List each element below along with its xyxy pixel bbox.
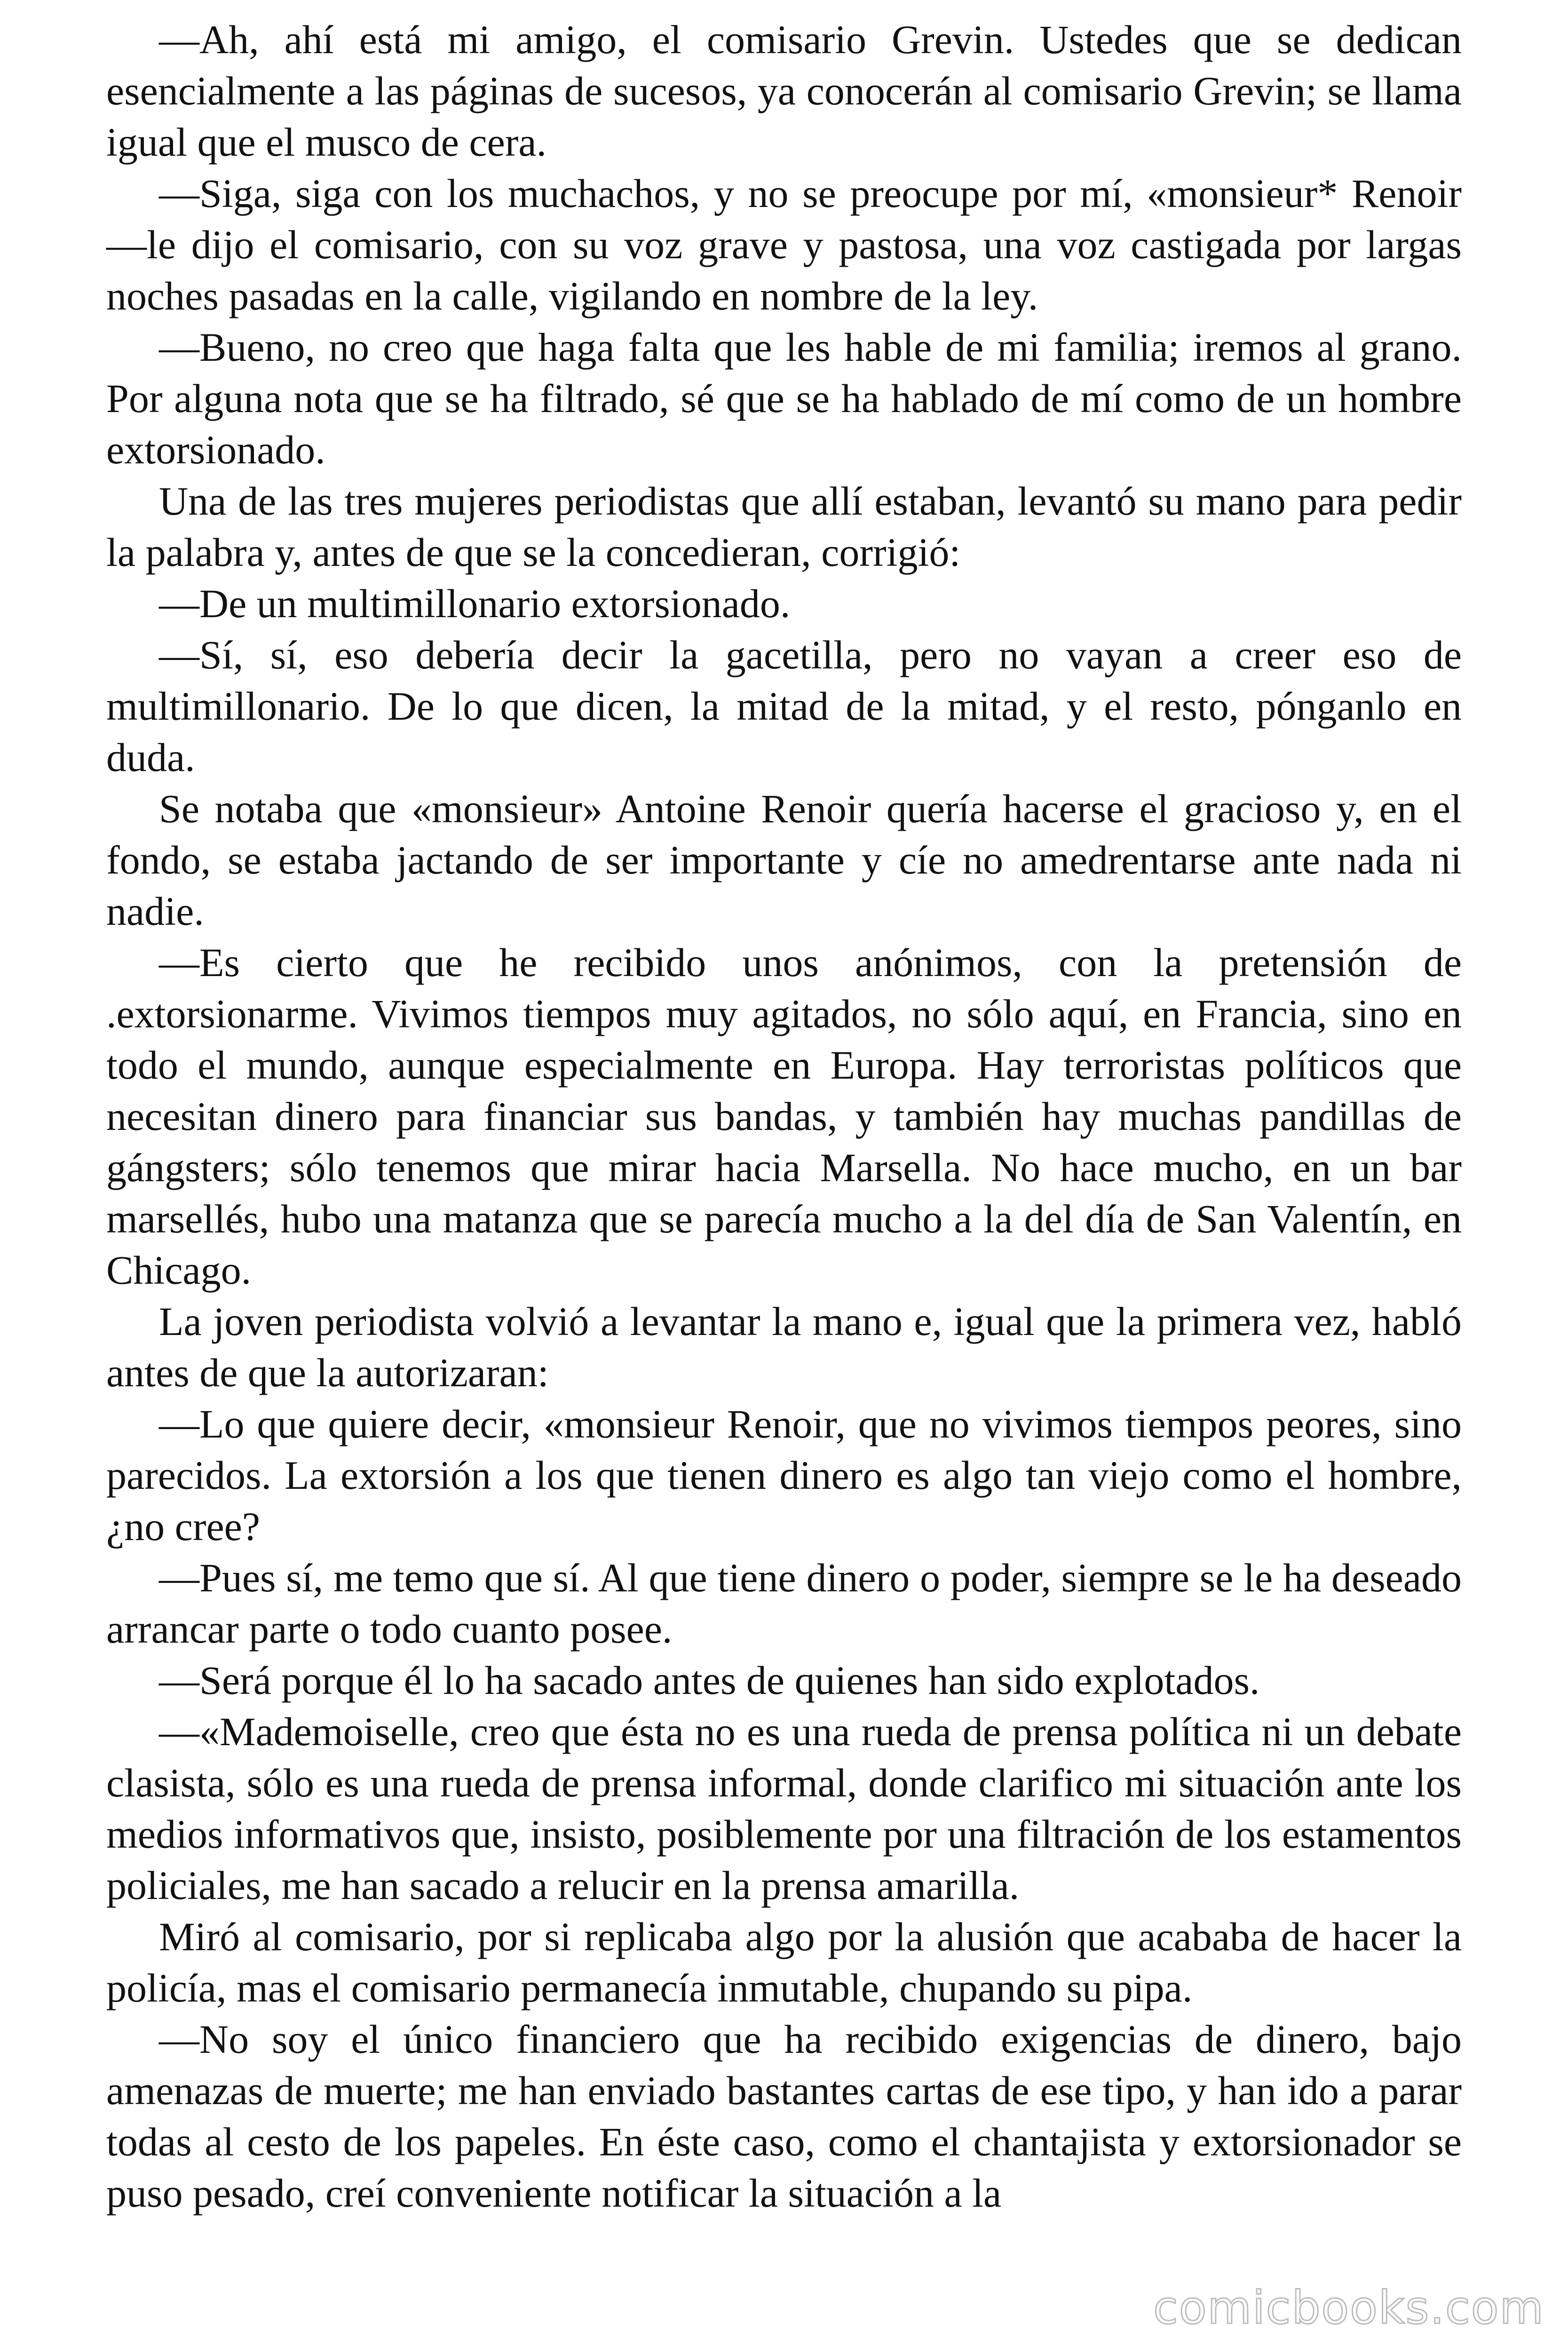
paragraph: —De un multimillonario extorsionado. <box>159 581 791 626</box>
body-text <box>106 14 1462 2219</box>
paragraph: —Bueno, no creo que haga falta que les hable de mi familia; iremos al grano. Por alguna nota que se ha filtrado, sé que se ha hablado de mí como de un hombre extorsionado. <box>106 325 1462 472</box>
paragraph: Una de las tres mujeres periodistas que allí estaban, levantó su mano para pedir la palabra y, antes de que se la concedieran, corrigió: <box>106 478 1462 575</box>
paragraph: —No soy el único financiero que ha recibido exigencias de dinero, bajo amenazas de muerte; me han enviado bastantes cartas de ese tipo, y han ido a parar todas al cesto de los papeles. En éste caso, como el chantajista y extorsionador se puso pesado, creí conveniente notificar la situación a la <box>106 2017 1462 2216</box>
watermark: comicbooks.com <box>1153 2281 1544 2334</box>
paragraph: La joven periodista volvió a levantar la mano e, igual que la primera vez, habló antes de que la autorizaran: <box>106 1299 1462 1395</box>
paragraph: —Siga, siga con los muchachos, y no se preocupe por mí, «monsieur* Renoir —le dijo el comisario, con su voz grave y pastosa, una voz castigada por largas noches pasadas en la calle, vigilando en nombre de la ley. <box>106 171 1462 318</box>
paragraph: Se notaba que «monsieur» Antoine Renoir quería hacerse el gracioso y, en el fondo, se estaba jactando de ser importante y cíe no amedrentarse ante nada ni nadie. <box>106 786 1462 934</box>
paragraph: —Será porque él lo ha sacado antes de quienes han sido explotados. <box>159 1658 1260 1703</box>
paragraph: —Sí, sí, eso debería decir la gacetilla, pero no vayan a creer eso de multimillonario. De lo que dicen, la mitad de la mitad, y el resto, pónganlo en duda. <box>106 632 1462 780</box>
paragraph: —Es cierto que he recibido unos anónimos, con la pretensión de .extorsionarme. Vivimos tiempos muy agitados, no sólo aquí, en Francia, sino en todo el mundo, aunque especialmente en Europa. Hay terroristas políticos que necesitan dinero para financiar sus bandas, y también hay muchas pandillas de gángsters; sólo tenemos que mirar hacia Marsella. No hace mucho, en un bar marsellés, hubo una matanza que se parecía mucho a la del día de San Valentín, en Chicago. <box>106 940 1462 1293</box>
paragraph: —«Mademoiselle, creo que ésta no es una rueda de prensa política ni un debate clasista, sólo es una rueda de prensa informal, donde clarifico mi situación ante los medios informativos que, insisto, posiblemente por una filtración de los estamentos policiales, me han sacado a relucir en la prensa amarilla. <box>106 1709 1462 1908</box>
paragraph: —Lo que quiere decir, «monsieur Renoir, que no vivimos tiempos peores, sino parecidos. La extorsión a los que tienen dinero es algo tan viejo como el hombre, ¿no cree? <box>106 1401 1462 1549</box>
paragraph: —Ah, ahí está mi amigo, el comisario Grevin. Ustedes que se dedican esencialmente a las páginas de sucesos, ya conocerán al comisario Grevin; se llama igual que el musco de cera. <box>106 17 1462 165</box>
paragraph: —Pues sí, me temo que sí. Al que tiene dinero o poder, siempre se le ha deseado arrancar parte o todo cuanto posee. <box>106 1555 1462 1652</box>
paragraph: Miró al comisario, por si replicaba algo por la alusión que acababa de hacer la policía, mas el comisario permanecía inmutable, chupando su pipa. <box>106 1914 1462 2010</box>
